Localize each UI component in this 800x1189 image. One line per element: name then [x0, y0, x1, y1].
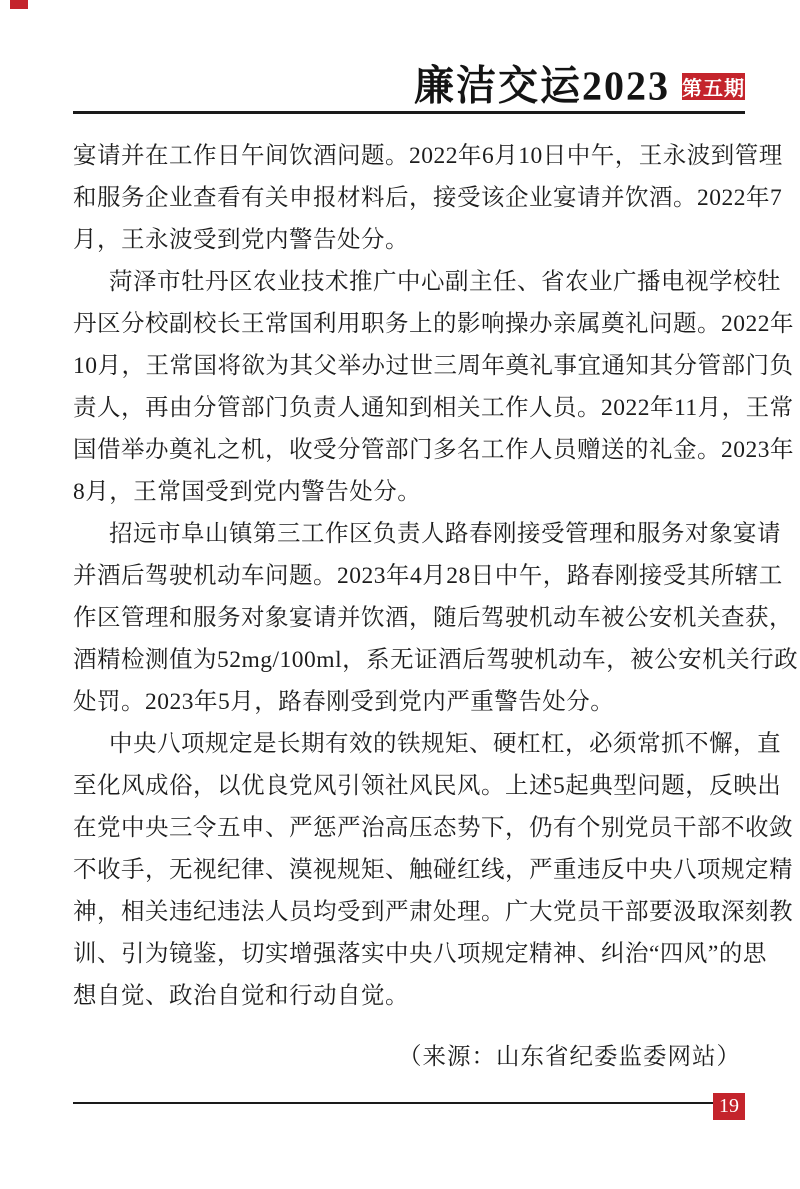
article-line: 宴请并在工作日午间饮酒问题。2022年6月10日中午，王永波到管理 [73, 143, 783, 169]
article-line: 在党中央三令五申、严惩严治高压态势下，仍有个别党员干部不收敛 [73, 815, 793, 841]
header-rule [73, 111, 745, 114]
article-line: 责人，再由分管部门负责人通知到相关工作人员。2022年11月，王常 [73, 395, 794, 421]
article-line: 处罚。2023年5月，路春刚受到党内严重警告处分。 [73, 689, 615, 715]
corner-mark [10, 0, 28, 9]
page-number-badge: 19 [713, 1093, 745, 1120]
article-line: 作区管理和服务对象宴请并饮酒，随后驾驶机动车被公安机关查获， [73, 605, 793, 631]
article-line: 丹区分校副校长王常国利用职务上的影响操办亲属奠礼问题。2022年 [73, 311, 794, 337]
article-body [73, 135, 799, 1017]
footer-rule [73, 1102, 713, 1104]
article-line: 至化风成俗，以优良党风引领社风民风。上述5起典型问题，反映出 [73, 773, 782, 799]
article-line: 神，相关违纪违法人员均受到严肃处理。广大党员干部要汲取深刻教 [73, 899, 793, 925]
page-header [414, 62, 745, 109]
source-attribution: （来源：山东省纪委监委网站） [398, 1044, 741, 1070]
article-line: 菏泽市牡丹区农业技术推广中心副主任、省农业广播电视学校牡 [109, 269, 781, 295]
article-line: 并酒后驾驶机动车问题。2023年4月28日中午，路春刚接受其所辖工 [73, 563, 783, 589]
article-line: 国借举办奠礼之机，收受分管部门多名工作人员赠送的礼金。2023年 [73, 437, 794, 463]
article-line: 月，王永波受到党内警告处分。 [73, 227, 409, 253]
article-line: 招远市阜山镇第三工作区负责人路春刚接受管理和服务对象宴请 [109, 521, 781, 547]
article-line: 训、引为镜鉴，切实增强落实中央八项规定精神、纠治“四风”的思 [73, 941, 767, 967]
article-line: 想自觉、政治自觉和行动自觉。 [73, 983, 409, 1009]
article-line: 酒精检测值为52mg/100ml，系无证酒后驾驶机动车，被公安机关行政 [73, 647, 799, 673]
issue-badge: 第五期 [682, 73, 745, 100]
article-line: 10月，王常国将欲为其父举办过世三周年奠礼事宜通知其分管部门负 [73, 353, 794, 379]
masthead-title: 廉洁交运2023 [414, 62, 670, 109]
article-line: 和服务企业查看有关申报材料后，接受该企业宴请并饮酒。2022年7 [73, 185, 783, 211]
article-line: 中央八项规定是长期有效的铁规矩、硬杠杠，必须常抓不懈，直 [109, 731, 781, 757]
article-line: 不收手，无视纪律、漠视规矩、触碰红线，严重违反中央八项规定精 [73, 857, 793, 883]
article-line: 8月，王常国受到党内警告处分。 [73, 479, 422, 505]
